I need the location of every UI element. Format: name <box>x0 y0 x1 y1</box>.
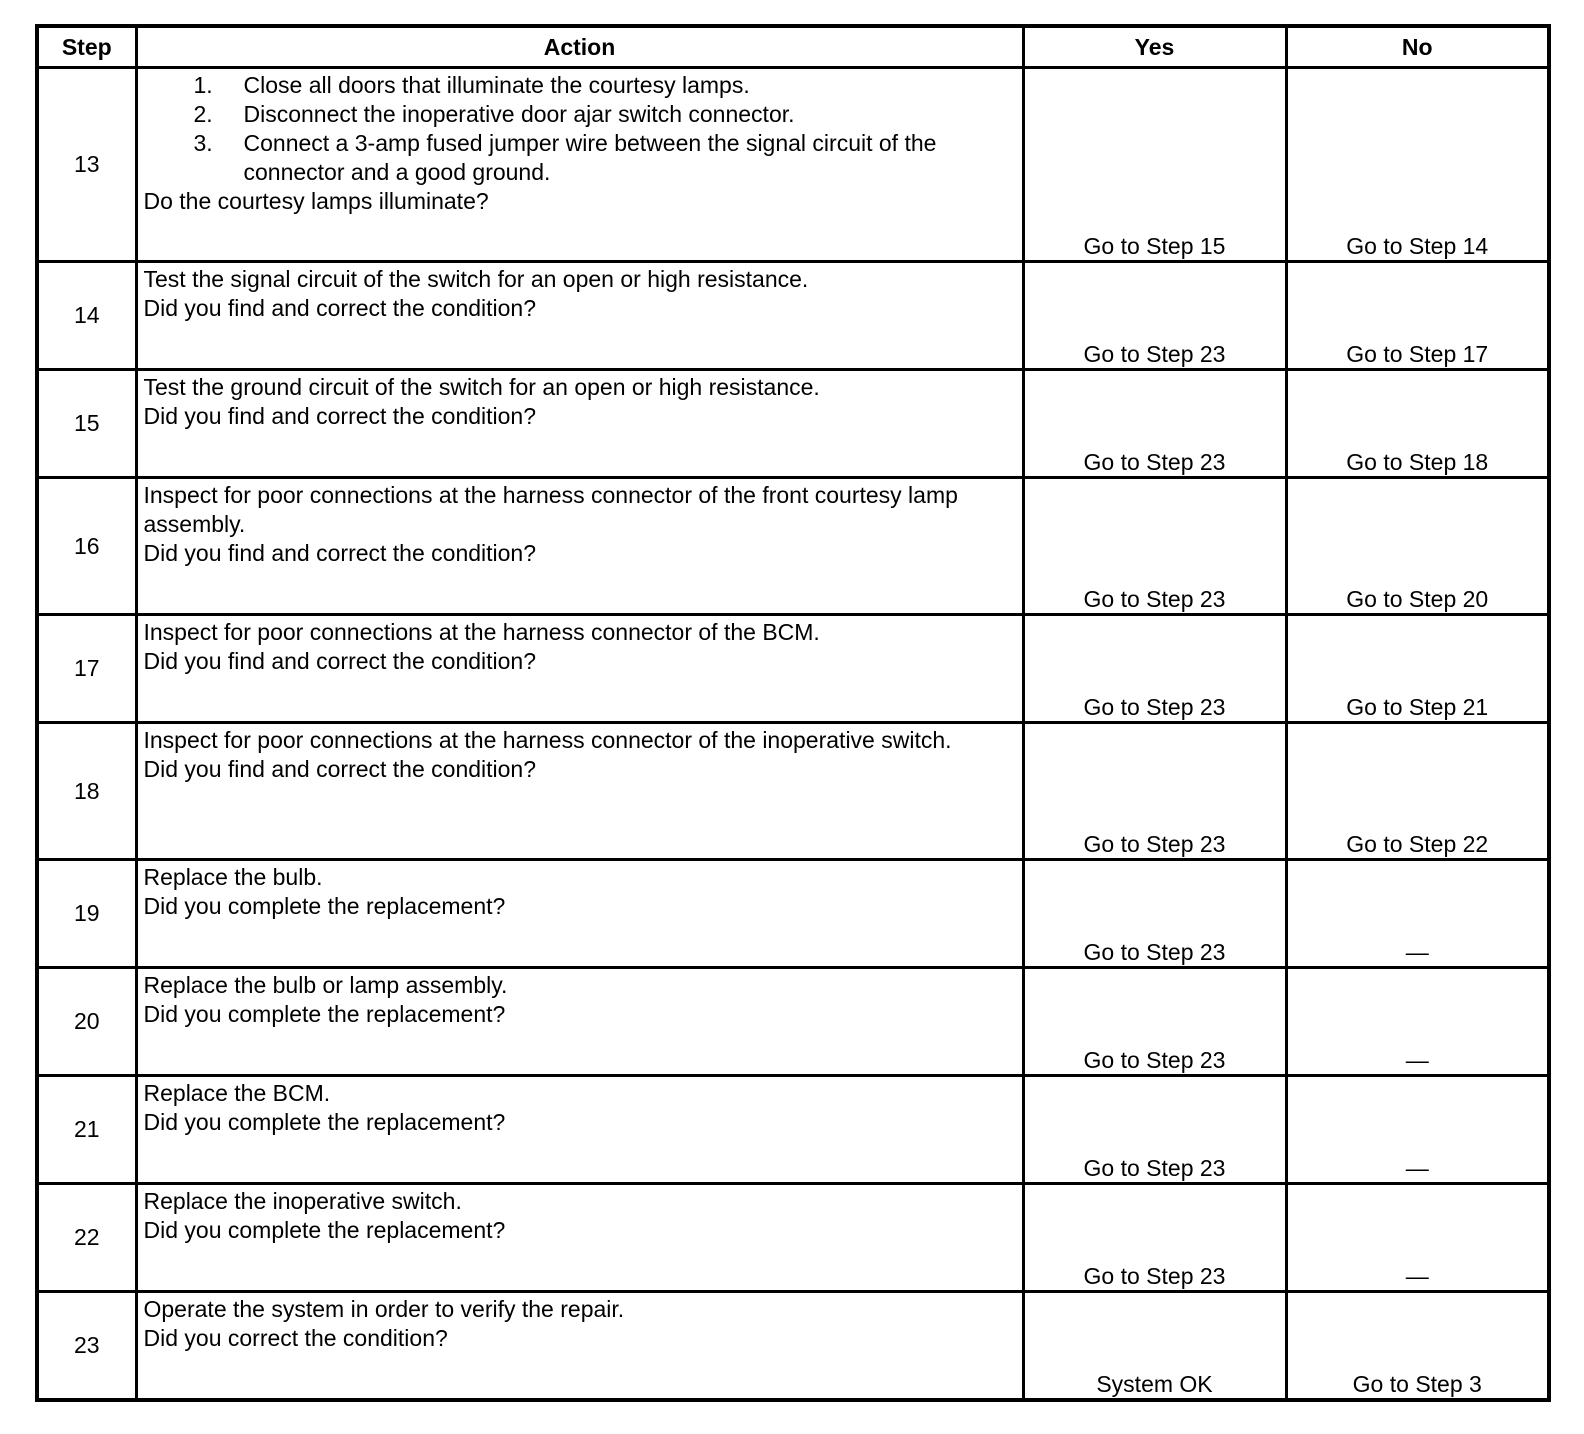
action-description: Operate the system in order to verify the repair. <box>143 1296 625 1322</box>
step-number: 17 <box>37 615 136 723</box>
list-text: Disconnect the inoperative door ajar switch connector. <box>243 101 795 127</box>
header-no: No <box>1286 26 1549 68</box>
action-question: Did you complete the replacement? <box>143 1217 506 1243</box>
action-question: Did you complete the replacement? <box>143 1001 506 1027</box>
action-question: Did you find and correct the condition? <box>143 403 537 429</box>
no-outcome: — <box>1286 1184 1549 1292</box>
action-description: Replace the BCM. <box>143 1080 331 1106</box>
step-number: 14 <box>37 262 136 370</box>
step-number: 22 <box>37 1184 136 1292</box>
yes-outcome: Go to Step 23 <box>1023 1184 1286 1292</box>
yes-outcome: Go to Step 23 <box>1023 723 1286 860</box>
list-number: 1. <box>193 72 213 98</box>
action-cell <box>136 262 1023 370</box>
yes-outcome: Go to Step 23 <box>1023 968 1286 1076</box>
diagnostic-table <box>35 24 1551 1402</box>
table-row <box>37 1292 1549 1400</box>
step-number: 21 <box>37 1076 136 1184</box>
action-question: Do the courtesy lamps illuminate? <box>143 188 489 214</box>
list-text: Connect a 3-amp fused jumper wire between the signal circuit of the connector and a good ground. <box>243 130 937 185</box>
table-row <box>37 860 1549 968</box>
no-outcome: Go to Step 22 <box>1286 723 1549 860</box>
table-row <box>37 478 1549 615</box>
action-cell <box>136 370 1023 478</box>
action-description: Test the ground circuit of the switch for an open or high resistance. <box>143 374 820 400</box>
table-row <box>37 1076 1549 1184</box>
action-cell <box>136 68 1023 262</box>
step-number: 18 <box>37 723 136 860</box>
action-question: Did you complete the replacement? <box>143 893 506 919</box>
action-description: Inspect for poor connections at the harness connector of the inoperative switch. <box>143 727 952 753</box>
action-cell <box>136 1292 1023 1400</box>
action-question: Did you correct the condition? <box>143 1325 448 1351</box>
action-list-item <box>193 71 1016 100</box>
no-outcome: Go to Step 14 <box>1286 68 1549 262</box>
step-number: 15 <box>37 370 136 478</box>
table-row <box>37 68 1549 262</box>
header-row <box>37 26 1549 68</box>
header-action: Action <box>136 26 1023 68</box>
action-description: Inspect for poor connections at the harness connector of the front courtesy lamp assembly. <box>143 482 958 537</box>
list-number: 3. <box>193 130 213 156</box>
no-outcome: Go to Step 21 <box>1286 615 1549 723</box>
table-row <box>37 615 1549 723</box>
table-row <box>37 262 1549 370</box>
step-number: 19 <box>37 860 136 968</box>
yes-outcome: Go to Step 23 <box>1023 860 1286 968</box>
table-row <box>37 723 1549 860</box>
action-question: Did you find and correct the condition? <box>143 295 537 321</box>
yes-outcome: Go to Step 23 <box>1023 615 1286 723</box>
action-cell <box>136 860 1023 968</box>
yes-outcome: Go to Step 23 <box>1023 370 1286 478</box>
action-cell <box>136 723 1023 860</box>
yes-outcome: Go to Step 15 <box>1023 68 1286 262</box>
action-question: Did you find and correct the condition? <box>143 540 537 566</box>
action-list <box>144 71 1016 187</box>
step-number: 16 <box>37 478 136 615</box>
no-outcome: Go to Step 3 <box>1286 1292 1549 1400</box>
table-row <box>37 968 1549 1076</box>
action-cell <box>136 1076 1023 1184</box>
no-outcome: Go to Step 20 <box>1286 478 1549 615</box>
table-row <box>37 1184 1549 1292</box>
no-outcome: — <box>1286 860 1549 968</box>
no-outcome: Go to Step 17 <box>1286 262 1549 370</box>
step-number: 13 <box>37 68 136 262</box>
action-cell <box>136 1184 1023 1292</box>
action-description: Inspect for poor connections at the harness connector of the BCM. <box>143 619 820 645</box>
action-description: Replace the bulb. <box>143 864 323 890</box>
action-question: Did you find and correct the condition? <box>143 756 537 782</box>
no-outcome: — <box>1286 1076 1549 1184</box>
action-description: Test the signal circuit of the switch for an open or high resistance. <box>143 266 809 292</box>
no-outcome: — <box>1286 968 1549 1076</box>
no-outcome: Go to Step 18 <box>1286 370 1549 478</box>
action-cell <box>136 968 1023 1076</box>
list-number: 2. <box>193 101 213 127</box>
yes-outcome: Go to Step 23 <box>1023 1076 1286 1184</box>
yes-outcome: Go to Step 23 <box>1023 262 1286 370</box>
header-yes: Yes <box>1023 26 1286 68</box>
step-number: 23 <box>37 1292 136 1400</box>
step-number: 20 <box>37 968 136 1076</box>
action-question: Did you complete the replacement? <box>143 1109 506 1135</box>
action-description: Replace the bulb or lamp assembly. <box>143 972 508 998</box>
action-question: Did you find and correct the condition? <box>143 648 537 674</box>
action-description: Replace the inoperative switch. <box>143 1188 462 1214</box>
table-row <box>37 370 1549 478</box>
action-list-item <box>193 100 1016 129</box>
header-step: Step <box>37 26 136 68</box>
action-cell <box>136 615 1023 723</box>
action-cell <box>136 478 1023 615</box>
yes-outcome: Go to Step 23 <box>1023 478 1286 615</box>
list-text: Close all doors that illuminate the courtesy lamps. <box>243 72 750 98</box>
yes-outcome: System OK <box>1023 1292 1286 1400</box>
action-list-item <box>193 129 1016 187</box>
